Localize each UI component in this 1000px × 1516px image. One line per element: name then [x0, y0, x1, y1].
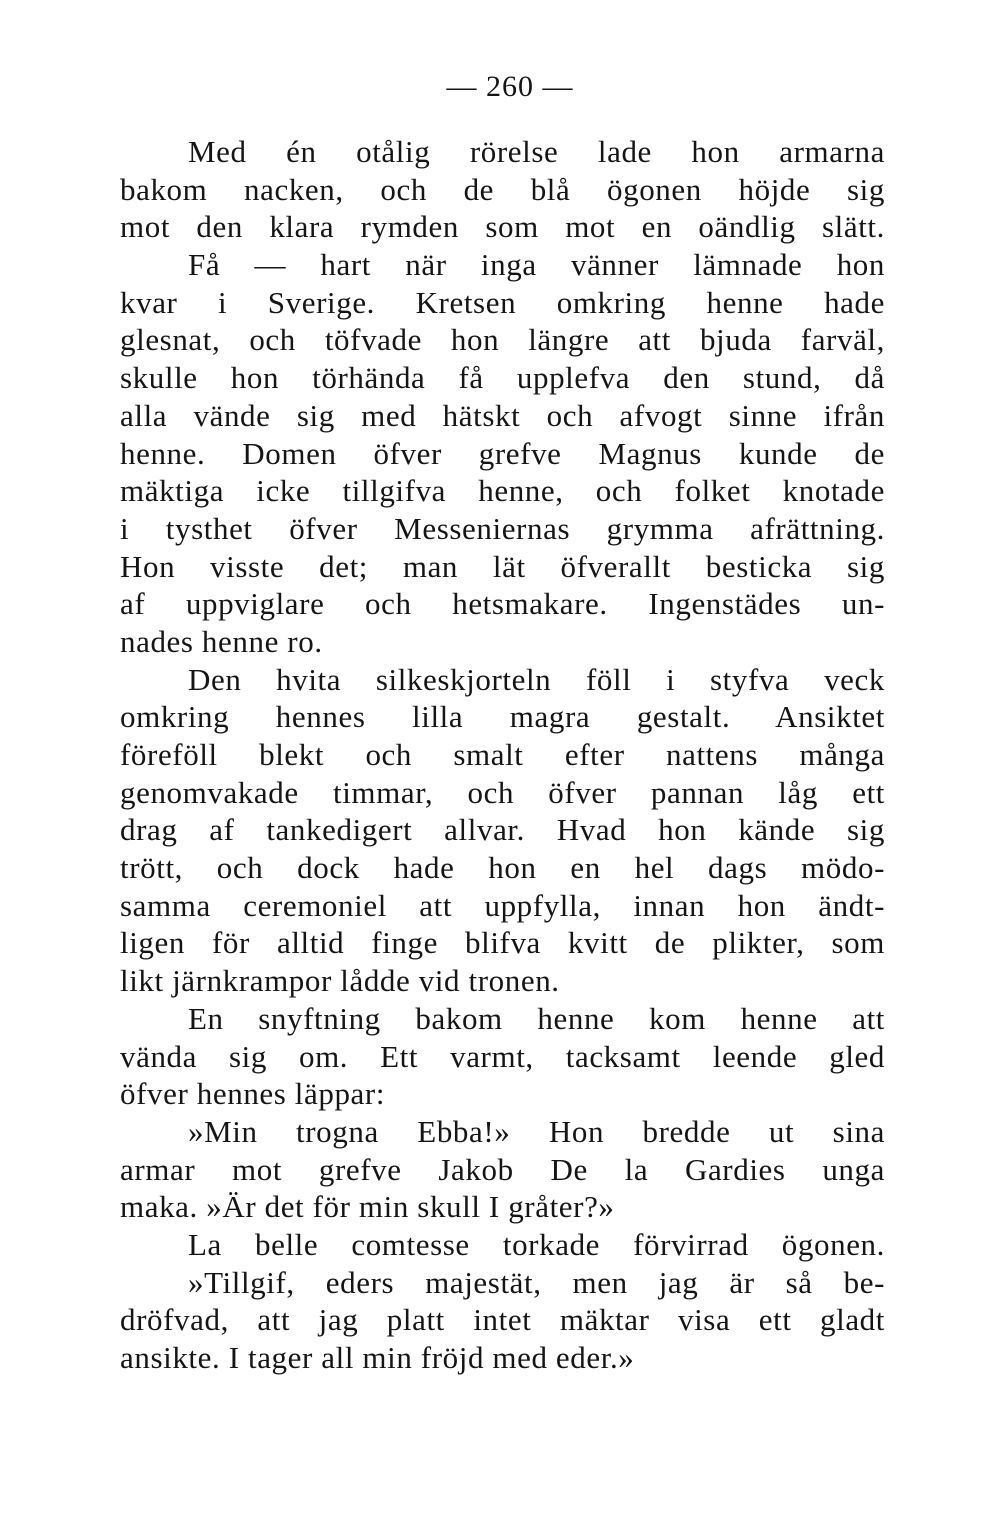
text-line: nades henne ro.: [120, 623, 323, 659]
text-line: »Tillgif, eders majestät, men jag är så be-: [188, 1264, 885, 1300]
text-line: glesnat, och töfvade hon längre att bjuda farväl,: [120, 322, 885, 358]
text-line: Den hvita silkeskjorteln föll i styfva veck: [188, 661, 885, 697]
text-line: »Min trogna Ebba!» Hon bredde ut sina: [188, 1113, 885, 1149]
text-line: La belle comtesse torkade förvirrad ögonen.: [188, 1226, 885, 1262]
text-line: drag af tankedigert allvar. Hvad hon kände sig: [120, 812, 885, 848]
text-line: kvar i Sverige. Kretsen omkring henne hade: [120, 284, 885, 320]
text-line: af uppviglare och hetsmakare. Ingenstädes un-: [120, 586, 885, 622]
text-line: Med én otålig rörelse lade hon armarna: [188, 134, 885, 169]
text-line: trött, och dock hade hon en hel dags mödo-: [120, 850, 885, 886]
text-line: ligen för alltid finge blifva kvitt de plikter, som: [120, 925, 885, 961]
text-line: henne. Domen öfver grefve Magnus kunde de: [120, 435, 885, 471]
text-line: bakom nacken, och de blå ögonen höjde sig: [120, 171, 885, 207]
text-line: skulle hon törhända få upplefva den stund, då: [120, 360, 885, 396]
text-line: öfver hennes läppar:: [120, 1076, 386, 1112]
text-line: genomvakade timmar, och öfver pannan låg ett: [120, 774, 885, 810]
text-line: omkring hennes lilla magra gestalt. Ansiktet: [120, 699, 885, 735]
text-line: Hon visste det; man lät öfverallt besticka sig: [120, 548, 885, 584]
page-number: — 260 —: [446, 70, 574, 103]
text-line: maka. »Är det för min skull I gråter?»: [120, 1189, 615, 1225]
text-line: Få — hart när inga vänner lämnade hon: [188, 247, 885, 283]
text-line: alla vände sig med hätskt och afvogt sinne ifrån: [120, 397, 885, 433]
text-line: likt järnkrampor lådde vid tronen.: [120, 963, 560, 999]
body-text: [120, 133, 885, 1377]
text-line: armar mot grefve Jakob De la Gardies unga: [120, 1151, 885, 1187]
text-line: En snyftning bakom henne kom henne att: [188, 1000, 885, 1036]
text-line: mäktiga icke tillgifva henne, och folket knotade: [120, 473, 885, 509]
text-line: mot den klara rymden som mot en oändlig slätt.: [120, 209, 885, 245]
text-line: ansikte. I tager all min fröjd med eder.»: [120, 1340, 635, 1375]
text-line: vända sig om. Ett varmt, tacksamt leende gled: [120, 1038, 885, 1074]
text-line: samma ceremoniel att uppfylla, innan hon ändt-: [120, 887, 885, 923]
text-line: föreföll blekt och smalt efter nattens många: [120, 737, 885, 772]
text-line: i tysthet öfver Messeniernas grymma afrättning.: [120, 510, 885, 546]
text-line: dröfvad, att jag platt intet mäktar visa ett gladt: [120, 1302, 885, 1338]
